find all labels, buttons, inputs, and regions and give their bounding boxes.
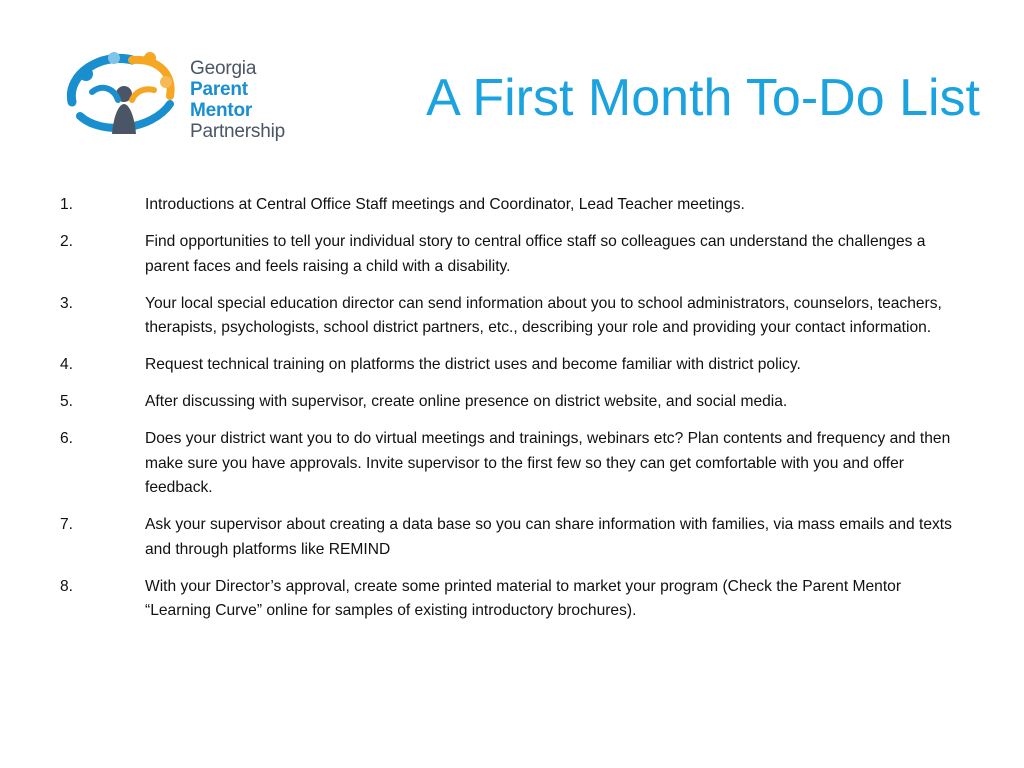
todo-list [60,193,970,636]
todo-number: 7. [60,516,74,533]
todo-number: 6. [60,430,74,447]
todo-text: After discussing with supervisor, create online presence on district website, and social media. [145,393,788,410]
todo-number: 8. [60,577,74,595]
people-circle-icon [62,44,188,140]
todo-number: 4. [60,356,74,373]
slide-title: A First Month To-Do List [426,69,980,127]
todo-text: With your Director’s approval, create some printed material to market your program (Check the Parent Mentor “Learning Curve” online for samples of existing introductory brochures). [145,577,902,619]
todo-number: 2. [60,233,74,250]
logo-line-parent-mentor: Parent Mentor [190,79,253,121]
todo-item [60,575,970,624]
gpmp-logo [62,44,312,140]
todo-item [60,513,970,562]
todo-text: Ask your supervisor about creating a data base so you can share information with families, via mass emails and texts and through platforms like REMIND [145,516,952,558]
todo-item [60,292,970,341]
logo-wordmark [190,58,312,142]
todo-number: 3. [60,294,74,312]
todo-number: 5. [60,393,74,410]
logo-line-partnership: Partnership [190,121,285,142]
todo-item [60,193,970,218]
todo-text: Introductions at Central Office Staff meetings and Coordinator, Lead Teacher meetings. [145,196,745,213]
logo-line-georgia: Georgia [190,58,257,79]
todo-text: Your local special education director can send information about you to school administrators, counselors, teachers, therapists, psychologists, school district partners, etc., describing your role and providing your contact information. [145,294,942,336]
todo-text: Request technical training on platforms the district uses and become familiar with district policy. [145,356,801,373]
todo-number: 1. [60,196,74,213]
todo-text: Does your district want you to do virtual meetings and trainings, webinars etc? Plan contents and frequency and then make sure you have approvals. Invite supervisor to the first few so they can get comfortable with you and offer feedback. [145,430,951,496]
todo-item [60,353,970,378]
todo-item [60,390,970,415]
todo-text: Find opportunities to tell your individual story to central office staff so colleagues can understand the challenges a parent faces and feels raising a child with a disability. [145,233,926,275]
todo-item [60,427,970,501]
todo-item [60,230,970,279]
